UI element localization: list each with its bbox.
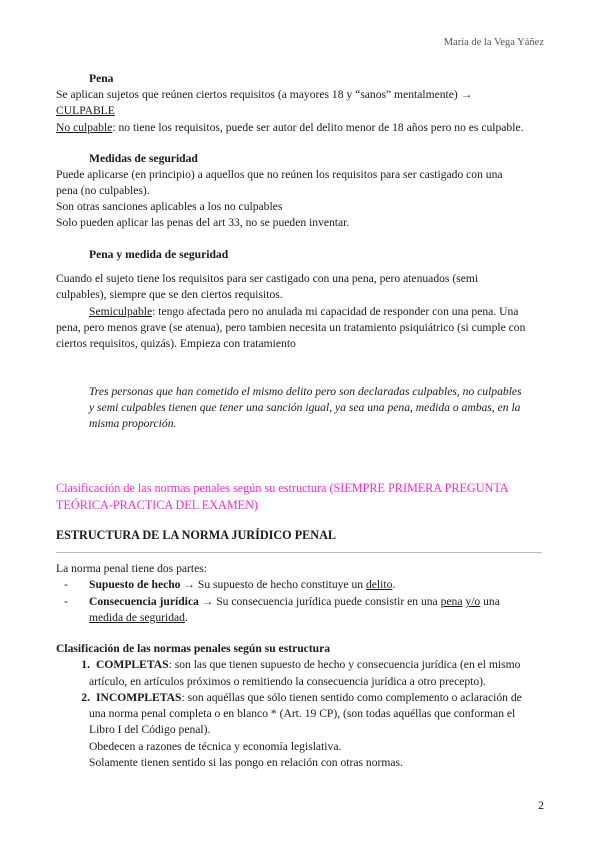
estructura-item-1: [64, 577, 544, 594]
pink-note-line1: Clasificación de las normas penales según su estructura (SIEMPRE PRIMERA PREGUNTA: [56, 481, 509, 495]
section-divider: [56, 552, 542, 553]
list-number-2: 2.: [81, 691, 90, 704]
semiculpable-text: : tengo afectada pero no anulada mi capacidad de responder con una pena. Una: [152, 305, 519, 318]
medidas-line2: pena (no culpables).: [56, 184, 150, 197]
una-text: una: [480, 595, 500, 608]
header-author: María de la Vega Yáñez: [443, 37, 544, 48]
pena-term: pena: [440, 595, 463, 608]
medidas-heading: Medidas de seguridad: [89, 152, 198, 165]
estructura-item-2-cont: [89, 610, 188, 627]
semiculpable-line1: [89, 304, 549, 321]
pena-medida-line2: culpables), siempre que se den ciertos requisitos.: [56, 288, 283, 301]
consecuencia-text: → Su consecuencia jurídica puede consistir en una: [198, 595, 441, 608]
medidas-line4: Solo pueden aplicar las penas del art 33, no se pueden inventar.: [56, 216, 350, 229]
consecuencia-term: Consecuencia jurídica: [89, 595, 199, 608]
clasificacion-heading: Clasificación de las normas penales según su estructura: [56, 642, 331, 655]
incompletas-line4: Obedecen a razones de técnica y economía legislativa.: [89, 740, 342, 753]
incompletas-line2: una norma penal completa o en blanco * (Art. 19 CP), (son todas aquéllas que conforman el: [89, 707, 516, 720]
incompletas-line1: [56, 690, 546, 707]
culpable-term: CULPABLE: [56, 104, 115, 117]
no-culpable-line: [56, 120, 556, 137]
pena-medida-line1: Cuando el sujeto tiene los requisitos para ser castigado con una pena, pero atenuados (semi: [56, 272, 479, 285]
page-number: 2: [538, 798, 544, 812]
dash-bullet: -: [64, 578, 68, 591]
estructura-heading: ESTRUCTURA DE LA NORMA JURÍDICO PENAL: [56, 528, 337, 542]
incompletas-text: : son aquéllas que sólo tienen sentido como complemento o aclaración de: [181, 691, 522, 704]
yo-term: y/o: [465, 595, 481, 608]
estructura-item-2: [64, 594, 544, 611]
supuesto-text: Su supuesto de hecho constituye un: [194, 578, 366, 591]
estructura-intro: La norma penal tiene dos partes:: [56, 562, 207, 575]
semiculpable-line2: pena, pero menos grave (se atenua), pero tambien necesita un tratamiento psiquiátrico (si cumple con: [56, 321, 526, 334]
item1-end: .: [392, 578, 396, 591]
medida-term: medida de seguridad: [89, 611, 185, 624]
pena-heading: Pena: [89, 72, 114, 85]
pena-line1: Se aplican sujetos que reúnen ciertos requisitos (a mayores 18 y “sanos” mentalmente) →: [56, 88, 473, 101]
dash-bullet: -: [64, 595, 68, 608]
medidas-line3: Son otras sanciones aplicables a los no culpables: [56, 200, 283, 213]
completas-line2: artículo, en artículos próximos o remitiendo la consecuencia jurídica a otro precepto).: [89, 675, 486, 688]
italic-note-line1: Tres personas que han cometido el mismo delito pero son declaradas culpables, no culpables: [89, 385, 522, 398]
italic-note-line2: y semi culpables tienen que tener una sanción igual, ya sea una pena, medida o ambas, en la: [89, 401, 521, 414]
medidas-line1: Puede aplicarse (en principio) a aquellos que no reúnen los requisitos para ser castigado con una: [56, 168, 503, 181]
completas-text: : son las que tienen supuesto de hecho y consecuencia jurídica (en el mismo: [168, 658, 521, 671]
incompletas-line5: Solamente tienen sentido si las pongo en relación con otras normas.: [89, 756, 403, 769]
semiculpable-line3: ciertos requisitos, quizás). Empieza con tratamiento: [56, 337, 296, 350]
pena-medida-heading: Pena y medida de seguridad: [89, 248, 229, 261]
delito-term: delito: [365, 578, 393, 591]
supuesto-term: Supuesto de hecho →: [89, 578, 195, 591]
incompletas-term: INCOMPLETAS: [96, 691, 182, 704]
no-culpable-text: : no tiene los requisitos, puede ser autor del delito menor de 18 años pero no es culpable.: [112, 121, 524, 134]
item2-end: .: [184, 611, 188, 624]
incompletas-line3: Libro I del Código penal).: [89, 723, 211, 736]
completas-term: COMPLETAS: [96, 658, 169, 671]
no-culpable-term: No culpable: [56, 121, 113, 134]
pink-note-line2: TEÓRICA-PRACTICA DEL EXAMEN): [56, 498, 258, 512]
semiculpable-term: Semiculpable: [89, 305, 153, 318]
completas-line1: [56, 657, 546, 674]
italic-note-line3: misma proporción.: [89, 417, 177, 430]
list-number-1: 1.: [81, 658, 90, 671]
